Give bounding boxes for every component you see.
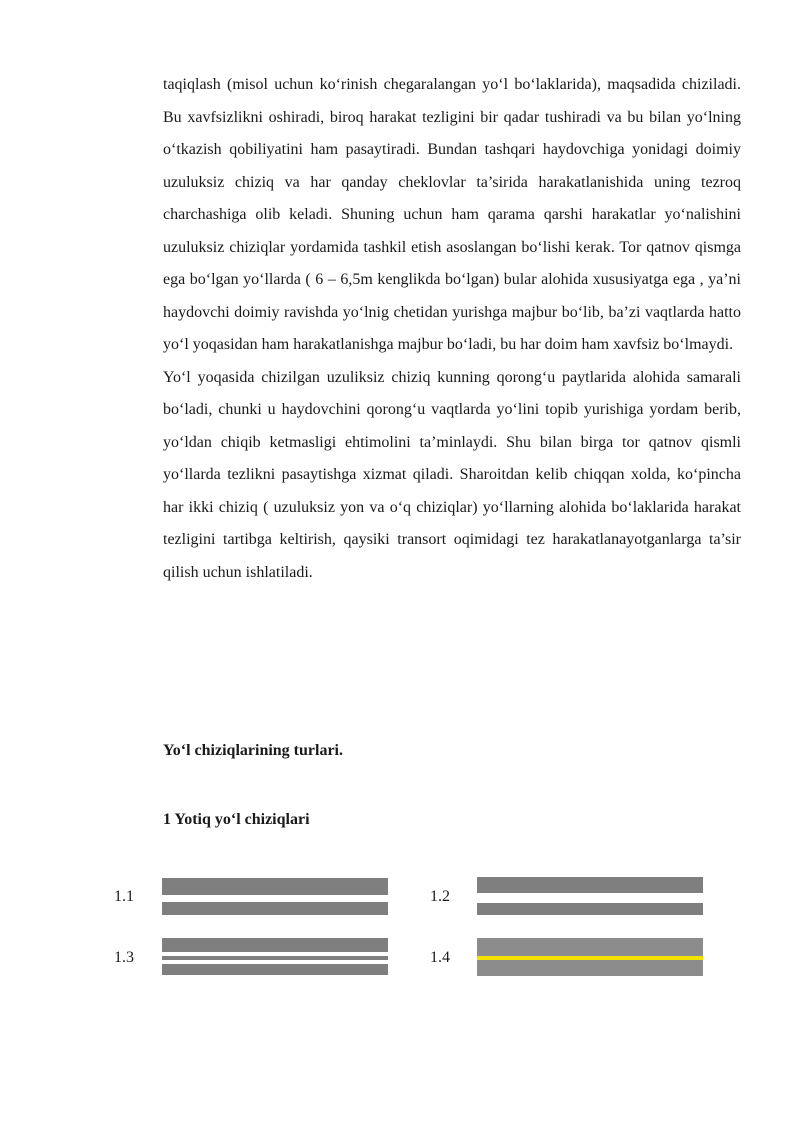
road-marking-1-4 [477,938,703,976]
section-heading: Yo‘l chiziqlarining turlari. [163,742,343,759]
figure-label-1-1: 1.1 [114,888,134,905]
road-marking-1-1 [162,878,388,915]
road-marking-1-2 [477,877,703,915]
paragraph-1: taqiqlash (misol uchun ko‘rinish chegaralangan yo‘l bo‘laklarida), maqsadida chiziladi. Bu xavfsizlikni oshiradi, biroq harakat tezligini bir qadar tushiradi va bu bilan yo‘lning o‘tkazish qobiliyatini ham pasaytiradi. Bundan tashqari haydovchiga yonidagi doimiy uzuluksiz chiziq va har qanday cheklovlar ta’sirida harakatlanishida uning tezroq charchashiga olib keladi. Shuning uchun ham qarama qarshi harakatlar yo‘nalishini uzuluksiz chiziqlar yordamida tashkil etish asoslangan bo‘lishi kerak. Tor qatnov qismga ega bo‘lgan yo‘llarda ( 6 – 6,5m kenglikda bo‘lgan) bular alohida xususiyatga ega , ya’ni haydovchi doimiy ravishda yo‘lnig chetidan yurishga majbur bo‘lib, ba’zi vaqtlarda hatto yo‘l yoqasidan ham harakatlanishga majbur bo‘ladi, bu har doim ham xavfsiz bo‘lmaydi. [163,76,741,353]
yellow-center-line [477,956,703,960]
paragraph-2: Yo‘l yoqasida chizilgan uzuliksiz chiziq kunning qorong‘u paytlarida alohida samarali bo‘ladi, chunki u haydovchini qorong‘u vaqtlarda yo‘lini topib yurishiga yordam berib, yo‘ldan chiqib ketmasligi ehtimolini ta’minlaydi. Shu bilan birga tor qatnov qismli yo‘llarda tezlikni pasaytishga xizmat qiladi. Sharoitdan kelib chiqqan xolda, ko‘pincha har ikki chiziq ( uzuluksiz yon va o‘q chiziqlar) yo‘llarning alohida bo‘laklarida harakat tezligini tartibga keltirish, qaysiki transort oqimidagi tez harakatlanayotganlarga ta’sir qilish uchun ishlatiladi. [163,368,741,581]
figure-label-1-3: 1.3 [114,949,134,966]
figure-label-1-2: 1.2 [430,888,450,905]
figure-label-1-4: 1.4 [430,949,450,966]
road-marking-1-3 [162,938,388,975]
body-text [163,69,741,589]
subsection-heading: 1 Yotiq yo‘l chiziqlari [163,811,310,828]
